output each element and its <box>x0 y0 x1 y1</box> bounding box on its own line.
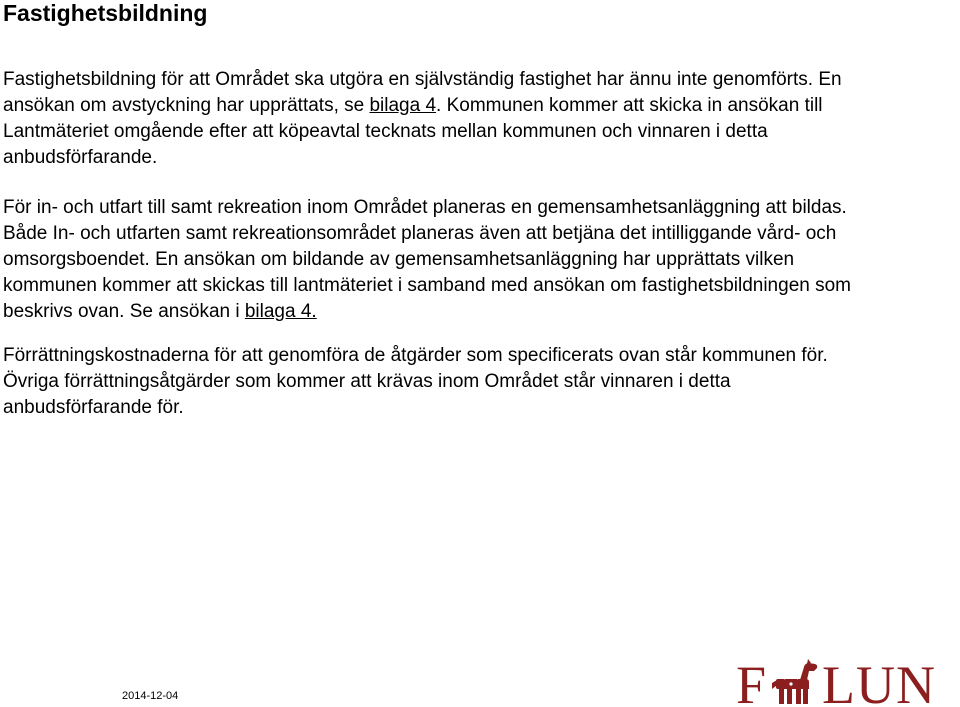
bilaga-4-link[interactable]: bilaga 4 <box>369 95 437 116</box>
bilaga-4-link[interactable]: bilaga 4. <box>244 301 317 322</box>
paragraph-gemensamhetsanlaggning <box>3 195 953 325</box>
logo-letters-lun: LUN <box>822 659 936 705</box>
page-title: Fastighetsbildning <box>3 0 208 26</box>
paragraph-line: Lantmäteriet omgående efter att köpeavtal tecknats mellan kommunen och vinnaren i detta <box>3 121 768 142</box>
paragraph-line: För in- och utfart till samt rekreation inom Området planeras en gemensamhetsanläggning att bildas. <box>3 197 847 218</box>
text-segment: . Kommunen kommer att skicka in ansökan till <box>436 95 823 116</box>
dala-horse-icon <box>772 659 817 704</box>
falun-logo <box>736 659 958 705</box>
paragraph-line: kommunen kommer att skickas till lantmäteriet i samband med ansökan om fastighetsbildningen som <box>3 275 851 296</box>
paragraph-fastighetsbildning <box>3 67 953 171</box>
paragraph-line: omsorgsboendet. En ansökan om bildande av gemensamhetsanläggning har upprättats vilken <box>3 249 795 270</box>
paragraph-line <box>3 299 953 325</box>
paragraph-line: Både In- och utfarten samt rekreationsområdet planeras även att betjäna det intilliggande vård- och <box>3 223 837 244</box>
paragraph-forrattningskostnader <box>3 343 953 421</box>
paragraph-line: Förrättningskostnaderna för att genomföra de åtgärder som specificerats ovan står kommunen för. <box>3 345 828 366</box>
text-segment: ansökan om avstyckning har upprättats, se <box>3 95 370 116</box>
paragraph-line <box>3 93 953 119</box>
paragraph-line: Övriga förrättningsåtgärder som kommer att krävas inom Området står vinnaren i detta <box>3 371 731 392</box>
text-segment: beskrivs ovan. Se ansökan i <box>3 301 245 322</box>
paragraph-line: Fastighetsbildning för att Området ska utgöra en självständig fastighet har ännu inte genomförts. En <box>3 69 842 90</box>
logo-letter-f: F <box>736 659 768 705</box>
paragraph-line: anbudsförfarande för. <box>3 397 184 418</box>
paragraph-line: anbudsförfarande. <box>3 147 158 168</box>
footer-date: 2014-12-04 <box>122 690 179 702</box>
